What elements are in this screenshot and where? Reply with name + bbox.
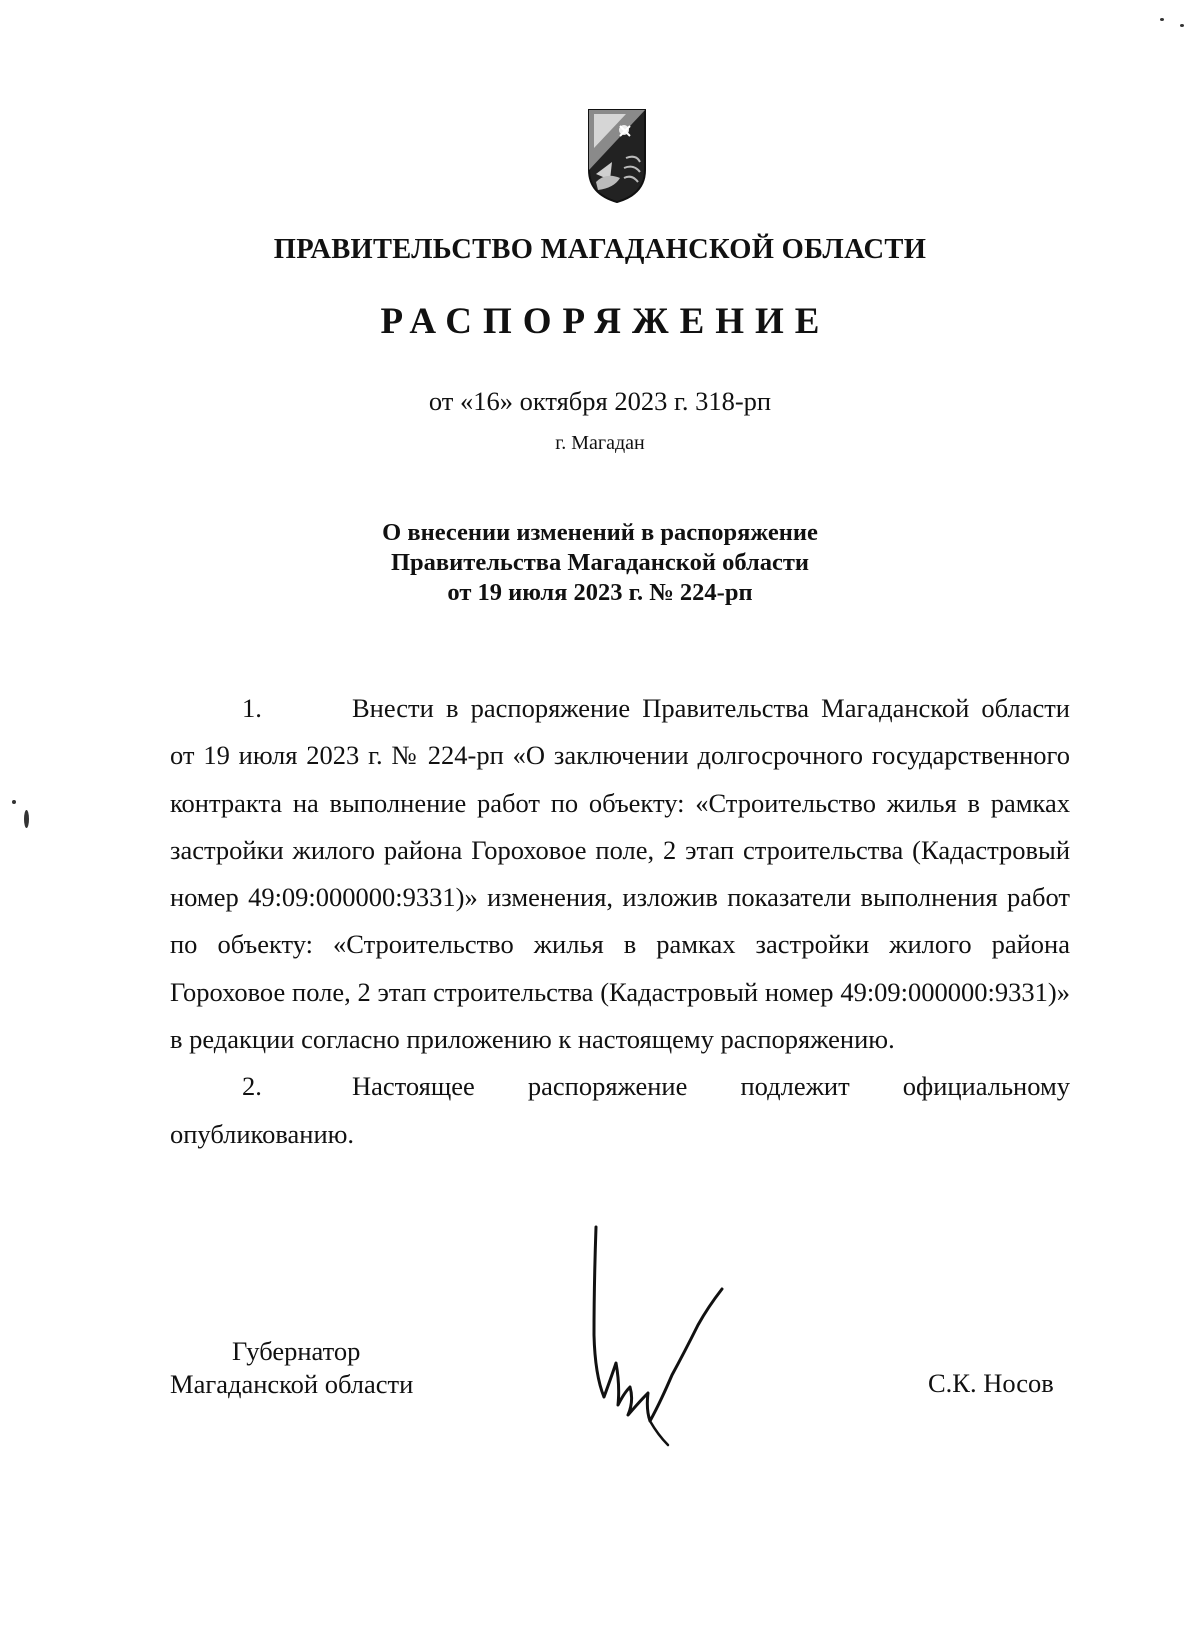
scan-speck (1160, 18, 1164, 21)
document-city: г. Магадан (555, 432, 645, 454)
subject-line-2: Правительства Магаданской области (391, 549, 809, 576)
scan-speck (12, 800, 16, 804)
scan-speck (24, 810, 29, 828)
organization-title: ПРАВИТЕЛЬСТВО МАГАДАНСКОЙ ОБЛАСТИ (273, 234, 927, 265)
signer-position-line-2: Магаданской области (170, 1369, 414, 1399)
paragraph-number: 2. (242, 1071, 262, 1102)
signer-position-line-1: Губернатор (232, 1336, 361, 1366)
document-date-number: от «16» октября 2023 г. 318-рп (428, 386, 772, 416)
scan-speck (1180, 24, 1184, 27)
coat-of-arms-icon (586, 108, 648, 204)
paragraph-text: Внести в распоряжение Правительства Магаданской области от 19 июля 2023 г. № 224-рп «О заключении долгосрочного государственного контракта на выполнение работ по объекту: «Строительство жилья в рамках застройки жилого района Гороховое поле, 2 этап строительства (Кадастровый номер 49:09:000000:9331)» изменения, изложив показатели выполнения работ по объекту: «Строительство жилья в рамках застройки жилого района Гороховое поле, 2 этап строительства (Кадастровый номер 49:09:000000:9331)» в редакции согласно приложению к настоящему распоряжению. (170, 693, 1070, 1055)
body-paragraph-2 (170, 1063, 1070, 1158)
subject-line-1: О внесении изменений в распоряжение (382, 519, 818, 546)
handwritten-signature (590, 1225, 780, 1450)
document-subject (0, 518, 1200, 608)
subject-line-3: от 19 июля 2023 г. № 224-рп (447, 579, 753, 606)
body-paragraph-1 (170, 685, 1070, 1063)
document-type: РАСПОРЯЖЕНИЕ (380, 301, 831, 342)
paragraph-text: Настоящее распоряжение подлежит официальному опубликованию. (170, 1071, 1070, 1149)
document-body (170, 685, 1070, 1158)
signer-position (170, 1335, 413, 1401)
paragraph-number: 1. (242, 693, 262, 723)
signer-name: С.К. Носов (928, 1368, 1054, 1398)
